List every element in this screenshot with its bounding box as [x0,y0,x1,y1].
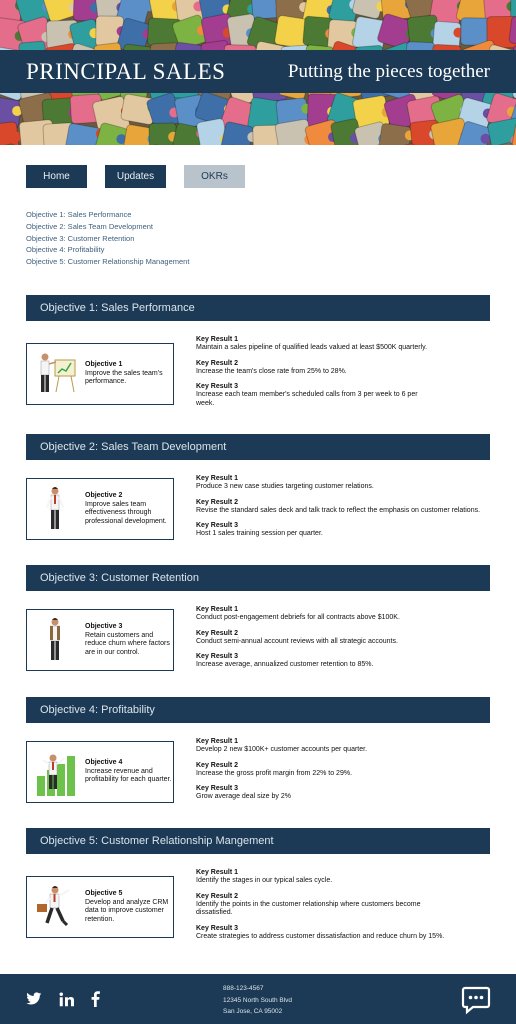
key-result: Key Result 1 Produce 3 new case studies targeting customer relations. [196,475,374,490]
key-result: Key Result 1 Conduct post-engagement debriefs for all contracts above $100K. [196,606,400,621]
businessman-illustration [31,614,81,666]
link-objective-5[interactable]: Objective 5: Customer Relationship Management [26,257,190,267]
objective-card [26,343,174,405]
objective-card-title: Objective 1 [85,361,123,369]
key-result: Key Result 3 Host 1 sales training session per quarter. [196,522,323,538]
address-line-1: 12345 North South Blvd [223,996,293,1004]
objective-section-2 [26,434,490,538]
link-objective-4[interactable]: Objective 4: Profitability [26,245,105,255]
objective-card [26,876,174,938]
nav-updates-button[interactable]: Updates [105,165,166,188]
key-result: Key Result 1 Maintain a sales pipeline of qualified leads valued at least $500K quarterly. [196,336,428,351]
key-result: Key Result 1 Identify the stages in our typical sales cycle. [196,869,333,884]
nav-okrs-button[interactable]: OKRs [184,165,245,188]
key-result: Key Result 3 Increase average, annualized customer retention to 85%. [196,653,374,669]
objective-card [26,609,174,671]
linkedin-icon[interactable] [59,992,74,1007]
objective-section-3 [26,565,490,669]
objective-heading: Objective 1: Sales Performance [26,295,490,321]
key-result: Key Result 3 Grow average deal size by 2% [196,785,291,801]
key-results-list [196,737,492,808]
objective-heading: Objective 5: Customer Relationship Mangement [26,828,490,854]
chat-icon[interactable] [461,985,491,1015]
objective-card-text: Retain customers and reduce churn where factors are in our control. [85,631,170,656]
main-nav [26,165,245,188]
key-result: Key Result 2 Identify the points in the customer relationship where customers become dissatisfied. [196,892,421,917]
link-objective-1[interactable]: Objective 1: Sales Performance [26,210,132,219]
objective-card-text: Improve the sales team's performance. [85,369,163,386]
phone-number[interactable]: 888-123-4567 [223,985,264,992]
key-result: Key Result 3 Create strategies to address customer dissatisfaction and reduce churn by 15%. [196,924,445,940]
objective-card-title: Objective 5 [85,889,123,897]
key-results-list [196,868,492,947]
footer [0,974,516,1024]
presenter-chart-illustration [31,348,81,400]
objective-heading: Objective 3: Customer Retention [26,565,490,591]
objective-card-text: Develop and analyze CRM data to improve customer retention. [85,898,169,923]
objective-heading: Objective 4: Profitability [26,697,490,723]
objective-card-text: Increase revenue and profitability for each quarter. [85,767,172,784]
key-result: Key Result 2 Increase the team's close rate from 25% to 28%. [196,359,347,375]
key-result: Key Result 2 Increase the gross profit margin from 22% to 29%. [196,761,353,777]
facebook-icon[interactable] [91,991,100,1007]
objective-card-text: Improve sales team effectiveness through professional development. [85,500,167,525]
objective-card [26,478,174,540]
objective-card [26,741,174,803]
nav-home-button[interactable]: Home [26,165,87,188]
key-result: Key Result 3 Increase each team member's scheduled calls from 3 per week to 6 per week. [196,383,418,407]
key-result: Key Result 2 Revise the standard sales deck and talk track to reflect the emphasis on customer relations. [196,498,481,514]
objective-section-5 [26,828,490,940]
link-objective-2[interactable]: Objective 2: Sales Team Development [26,221,154,231]
header-banner [0,0,516,145]
site-tagline: Putting the pieces together [287,60,490,82]
key-result: Key Result 2 Conduct semi-annual account reviews with all strategic accounts. [196,629,398,645]
key-results-list [196,605,492,676]
social-links [26,991,100,1007]
running-businessman-illustration [31,881,81,933]
key-result: Key Result 1 Develop 2 new $100K+ customer accounts per quarter. [196,738,368,753]
address-line-2: San Jose, CA 95002 [223,1008,283,1015]
objective-heading: Objective 2: Sales Team Development [26,434,490,460]
objective-links [26,209,189,268]
objective-section-4 [26,697,490,801]
site-title: PRINCIPAL SALES [26,58,226,84]
key-results-list [196,474,492,545]
objective-card-title: Objective 3 [85,622,123,630]
link-objective-3[interactable]: Objective 3: Customer Retention [26,233,135,243]
objective-card-title: Objective 2 [85,491,123,499]
objective-section-1 [26,295,490,407]
header-title-band [0,50,516,93]
contact-info [223,983,292,1018]
objective-card-title: Objective 4 [85,759,123,767]
twitter-icon[interactable] [26,992,42,1006]
key-results-list [196,335,492,414]
businessman-illustration [31,483,81,535]
growth-chart-illustration [31,746,81,798]
